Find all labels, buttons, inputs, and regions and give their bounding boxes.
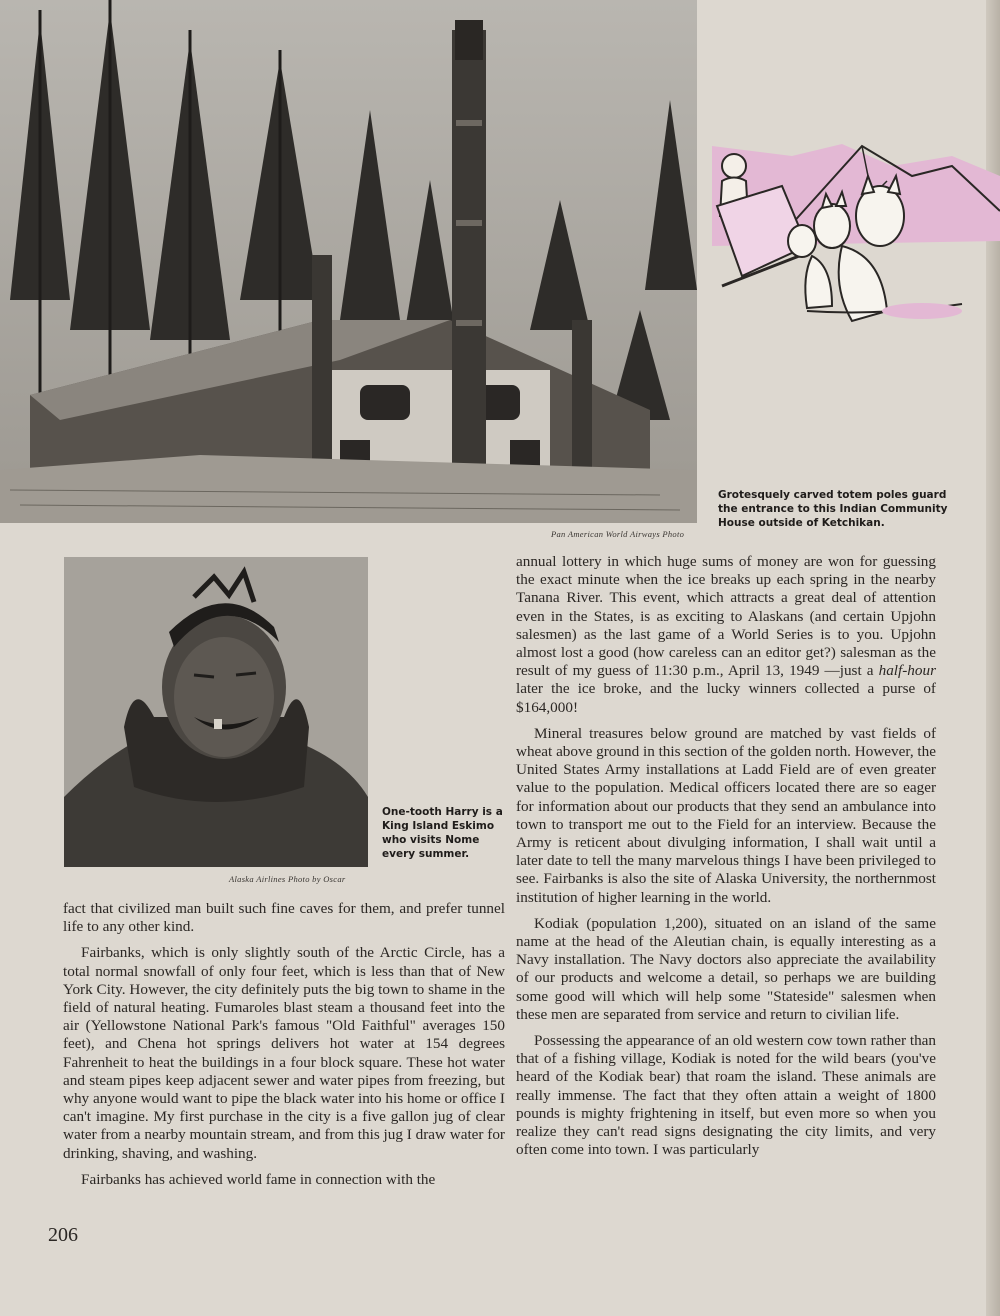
eskimo-photo [64,557,368,867]
right-paragraph-2: Mineral treasures below ground are matched by vast fields of wheat above ground in this section of the golden north. However, the United States Army installations at Ladd Field are of even greater value to the population. Medical officers located there are so eager for information about our products that they send an ambulance into town to transport me out to the Field for an interview. Because the Army is reticent about divulging information, I shall wait until a later date to tell the many marvelous things I have been privileged to see. Fairbanks is also the site of Alaska University, the northernmost institution of higher learning in the world. [516,724,936,906]
eskimo-photo-caption: One-tooth Harry is a King Island Eskimo who visits Nome every summer. [382,806,503,860]
totem-photo-caption: Grotesquely carved totem poles guard the entrance to this Indian Community House outside of Ketchikan. [718,489,948,529]
right-column [516,553,936,1168]
totem-photo-credit: Pan American World Airways Photo [551,529,685,539]
left-paragraph-2: Fairbanks, which is only slightly south of the Arctic Circle, has a total normal snowfall of only four feet, which is less than that of New York City. However, the city definitely puts the big town to shame in the field of natural heating. Fumaroles blast steam a thousand feet into the air (Yellowstone National Park's famous "Old Faithful" averages 150 feet), and Chena hot springs delivers hot water at 154 degrees Fahrenheit to heat the buildings in a four block square. These hot water and steam pipes keep adjacent sewer and water pipes from freezing, but why anyone would want to pipe the black water into his home or office I can't imagine. My first purchase in the city is a five gallon jug of clear water from a nearby mountain stream, and from this jug I draw water for drinking, shaving, and washing. [63,944,505,1162]
right-paragraph-3: Kodiak (population 1,200), situated on an island of the same name at the head of the Aleutian chain, is equally interesting as a Navy installation. The Navy doctors also appreciate the availability of our products and welcome a detail, so perhaps we are building some good will which will help some "Stateside" salesmen when these men are separated from service and return to civilian life. [516,914,936,1023]
dog-sled-illustration [712,136,1000,346]
eskimo-photo-credit: Alaska Airlines Photo by Oscar [229,874,346,884]
right-paragraph-1-end: later the ice broke, and the lucky winners collected a purse of $164,000! [516,680,936,716]
left-paragraph-1: fact that civilized man built such fine caves for them, and prefer tunnel life to any other kind. [63,900,505,936]
totem-photo [0,0,697,523]
right-paragraph-1-start: annual lottery in which huge sums of money are won for guessing the exact minute when the ice breaks up each spring in the nearby Tanana River. This event, which attracts a great deal of attention even in the States, is as exciting to Alaskans (and certain Upjohn salesmen) as the last game of a World Series is to you. Upjohn almost lost a good (how careless can an editor get?) salesman as the result of my guess of 11:30 p.m., April 13, 1949 —just a [516,553,936,680]
right-paragraph-1 [516,553,936,717]
left-paragraph-3: Fairbanks has achieved world fame in connection with the [81,1170,436,1188]
right-paragraph-4: Possessing the appearance of an old western cow town rather than that of a fishing village, Kodiak is noted for the wild bears (you've heard of the Kodiak bear) that roam the island. These animals are really immense. The fact that they often attain a weight of 1800 pounds is mighty frightening in itself, but even more so when you realize they can't read signs designating the city limits, and very often come into town. I was particularly [516,1032,936,1159]
left-column [63,900,505,1197]
page-number: 206 [48,1224,78,1246]
right-paragraph-1-emphasis: half-hour [878,662,936,680]
